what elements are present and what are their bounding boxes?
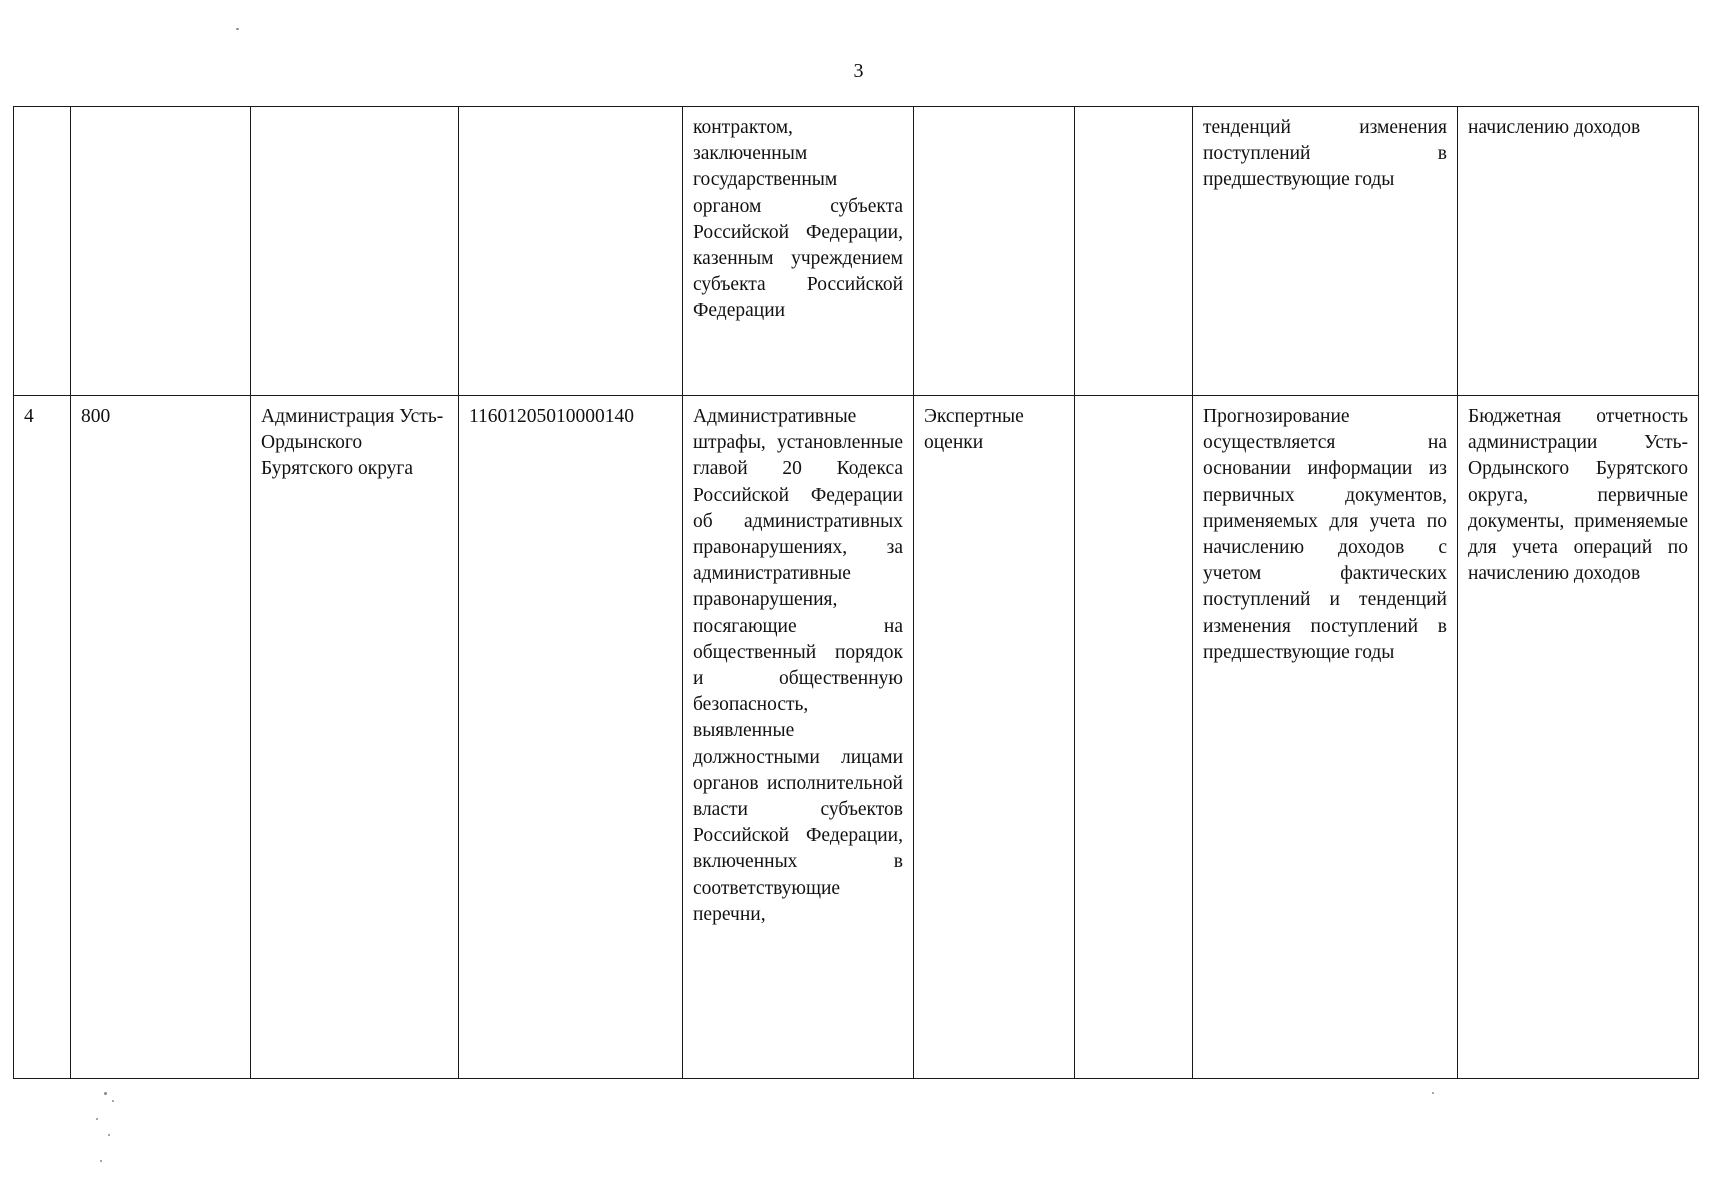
cell-kbk-code	[459, 107, 683, 396]
table-row	[14, 107, 1699, 396]
scan-speck	[108, 1134, 110, 1136]
scan-speck	[112, 1100, 114, 1102]
cell-kbk-code: 11601205010000140	[459, 396, 683, 1079]
cell-calculation-algorithm: Прогнозирование осуществляется на основании информации из первичных документов, применяемых для учета по начислению доходов с учетом фактических поступлений и тенденций изменения поступлений в предшествующие годы	[1193, 396, 1458, 1079]
cell-admin-code: 800	[71, 396, 251, 1079]
cell-data-source: Бюджетная отчетность администрации Усть-Ордынского Бурятского округа, первичные документы, применяемые для учета операций по начислению доходов	[1458, 396, 1699, 1079]
cell-calculation-algorithm: тенденций изменения поступлений в предшествующие годы	[1193, 107, 1458, 396]
cell-revenue-name: Административные штрафы, установленные главой 20 Кодекса Российской Федерации об административных правонарушениях, за административные правонарушения, посягающие на общественный порядок и общественную безопасность, выявленные должностными лицами органов исполнительной власти субъектов Российской Федерации, включенных в соответствующие перечни,	[683, 396, 914, 1079]
scan-speck	[236, 28, 239, 30]
scan-speck	[96, 1118, 98, 1120]
revenue-forecast-table	[13, 106, 1699, 1079]
cell-row-number	[14, 107, 71, 396]
cell-row-number: 4	[14, 396, 71, 1079]
scan-speck	[1432, 1092, 1434, 1094]
cell-data-source: начислению доходов	[1458, 107, 1699, 396]
cell-administrator-name: Администрация Усть-Ордынского Бурятского округа	[251, 396, 459, 1079]
cell-administrator-name	[251, 107, 459, 396]
table-row	[14, 396, 1699, 1079]
scan-speck	[100, 1160, 102, 1162]
scan-speck	[104, 1092, 107, 1095]
cell-admin-code	[71, 107, 251, 396]
cell-forecast-method: Экспертные оценки	[914, 396, 1075, 1079]
cell-forecast-method	[914, 107, 1075, 396]
cell-formula	[1075, 396, 1193, 1079]
cell-revenue-name: контрактом, заключенным государственным органом субъекта Российской Федерации, казенным учреждением субъекта Российской Федерации	[683, 107, 914, 396]
cell-formula	[1075, 107, 1193, 396]
page-number: 3	[853, 60, 864, 82]
